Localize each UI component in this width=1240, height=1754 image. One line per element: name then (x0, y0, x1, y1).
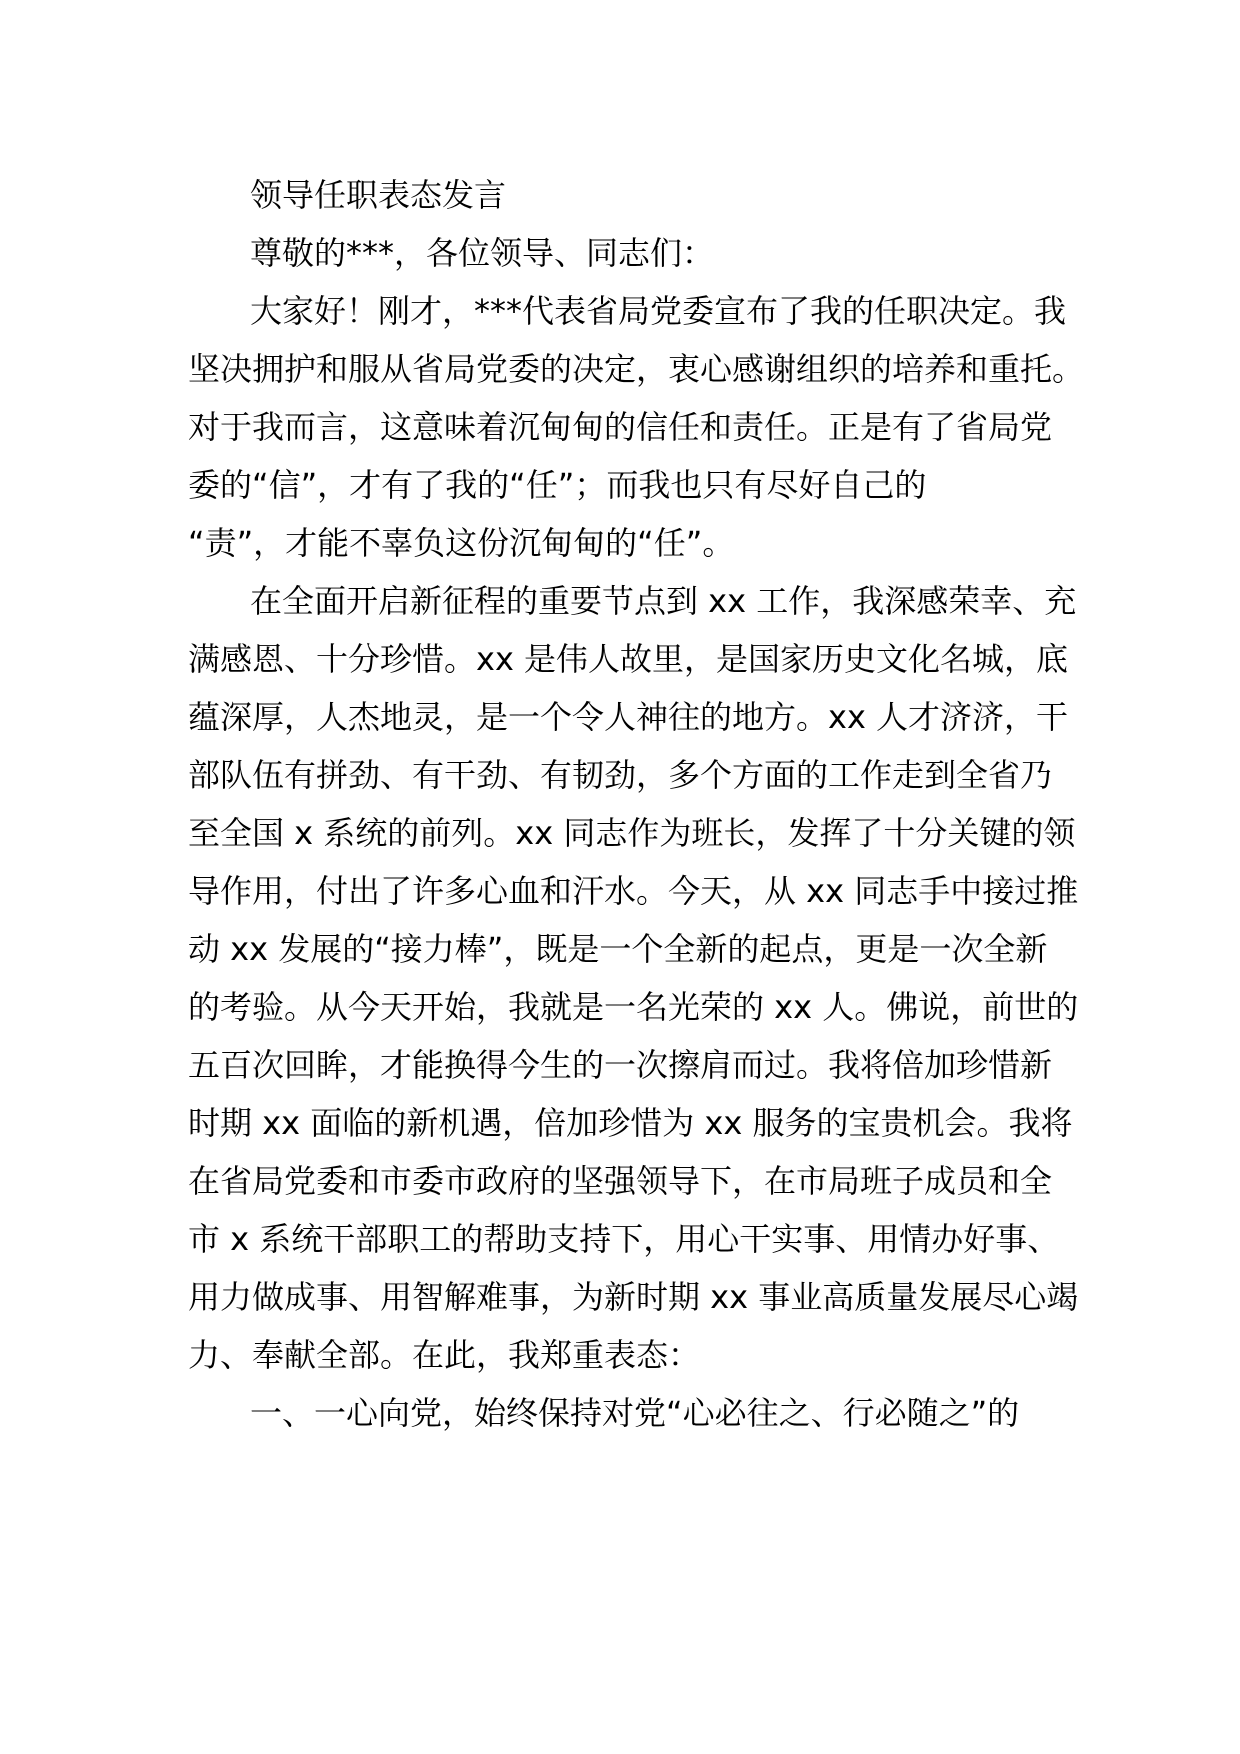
paragraph-line: 在全面开启新征程的重要节点到 xx 工作，我深感荣幸、充 (250, 582, 1077, 620)
paragraph-line: 满感恩、十分珍惜。xx 是伟人故里，是国家历史文化名城，底 (188, 640, 1069, 678)
paragraph-line: 委的“信”，才有了我的“任”；而我也只有尽好自己的 (188, 466, 927, 504)
paragraph-line: 坚决拥护和服从省局党委的决定，衷心感谢组织的培养和重托。 (188, 350, 1085, 388)
paragraph-line: 市 x 系统干部职工的帮助支持下，用心干实事、用情办好事、 (188, 1220, 1060, 1258)
paragraph-line: 大家好！刚才，***代表省局党委宣布了我的任职决定。我 (250, 292, 1067, 330)
paragraph-line: 在省局党委和市委市政府的坚强领导下，在市局班子成员和全 (188, 1162, 1053, 1200)
paragraph-line: 五百次回眸，才能换得今生的一次擦肩而过。我将倍加珍惜新 (188, 1046, 1053, 1084)
paragraph-line: 至全国 x 系统的前列。xx 同志作为班长，发挥了十分关键的领 (188, 814, 1076, 852)
paragraph-line: 蕴深厚，人杰地灵，是一个令人神往的地方。xx 人才济济，干 (188, 698, 1069, 736)
paragraph-line: 部队伍有拼劲、有干劲、有韧劲，多个方面的工作走到全省乃 (188, 756, 1053, 794)
paragraph-line: 力、奉献全部。在此，我郑重表态： (188, 1336, 701, 1374)
paragraph-line: “责”，才能不辜负这份沉甸甸的“任”。 (188, 524, 735, 562)
paragraph-line: 时期 xx 面临的新机遇，倍加珍惜为 xx 服务的宝贵机会。我将 (188, 1104, 1073, 1142)
paragraph-line: 导作用，付出了许多心血和汗水。今天，从 xx 同志手中接过推 (188, 872, 1079, 910)
paragraph-line: 一、一心向党，始终保持对党“心必往之、行必随之”的 (250, 1394, 1020, 1432)
document-title: 领导任职表态发言 (250, 176, 507, 214)
paragraph-line: 动 xx 发展的“接力棒”，既是一个全新的起点，更是一次全新 (188, 930, 1048, 968)
paragraph-line: 用力做成事、用智解难事，为新时期 xx 事业高质量发展尽心竭 (188, 1278, 1079, 1316)
paragraph-line: 的考验。从今天开始，我就是一名光荣的 xx 人。佛说，前世的 (188, 988, 1079, 1026)
salutation: 尊敬的***，各位领导、同志们： (250, 234, 715, 272)
paragraph-line: 对于我而言，这意味着沉甸甸的信任和责任。正是有了省局党 (188, 408, 1053, 446)
